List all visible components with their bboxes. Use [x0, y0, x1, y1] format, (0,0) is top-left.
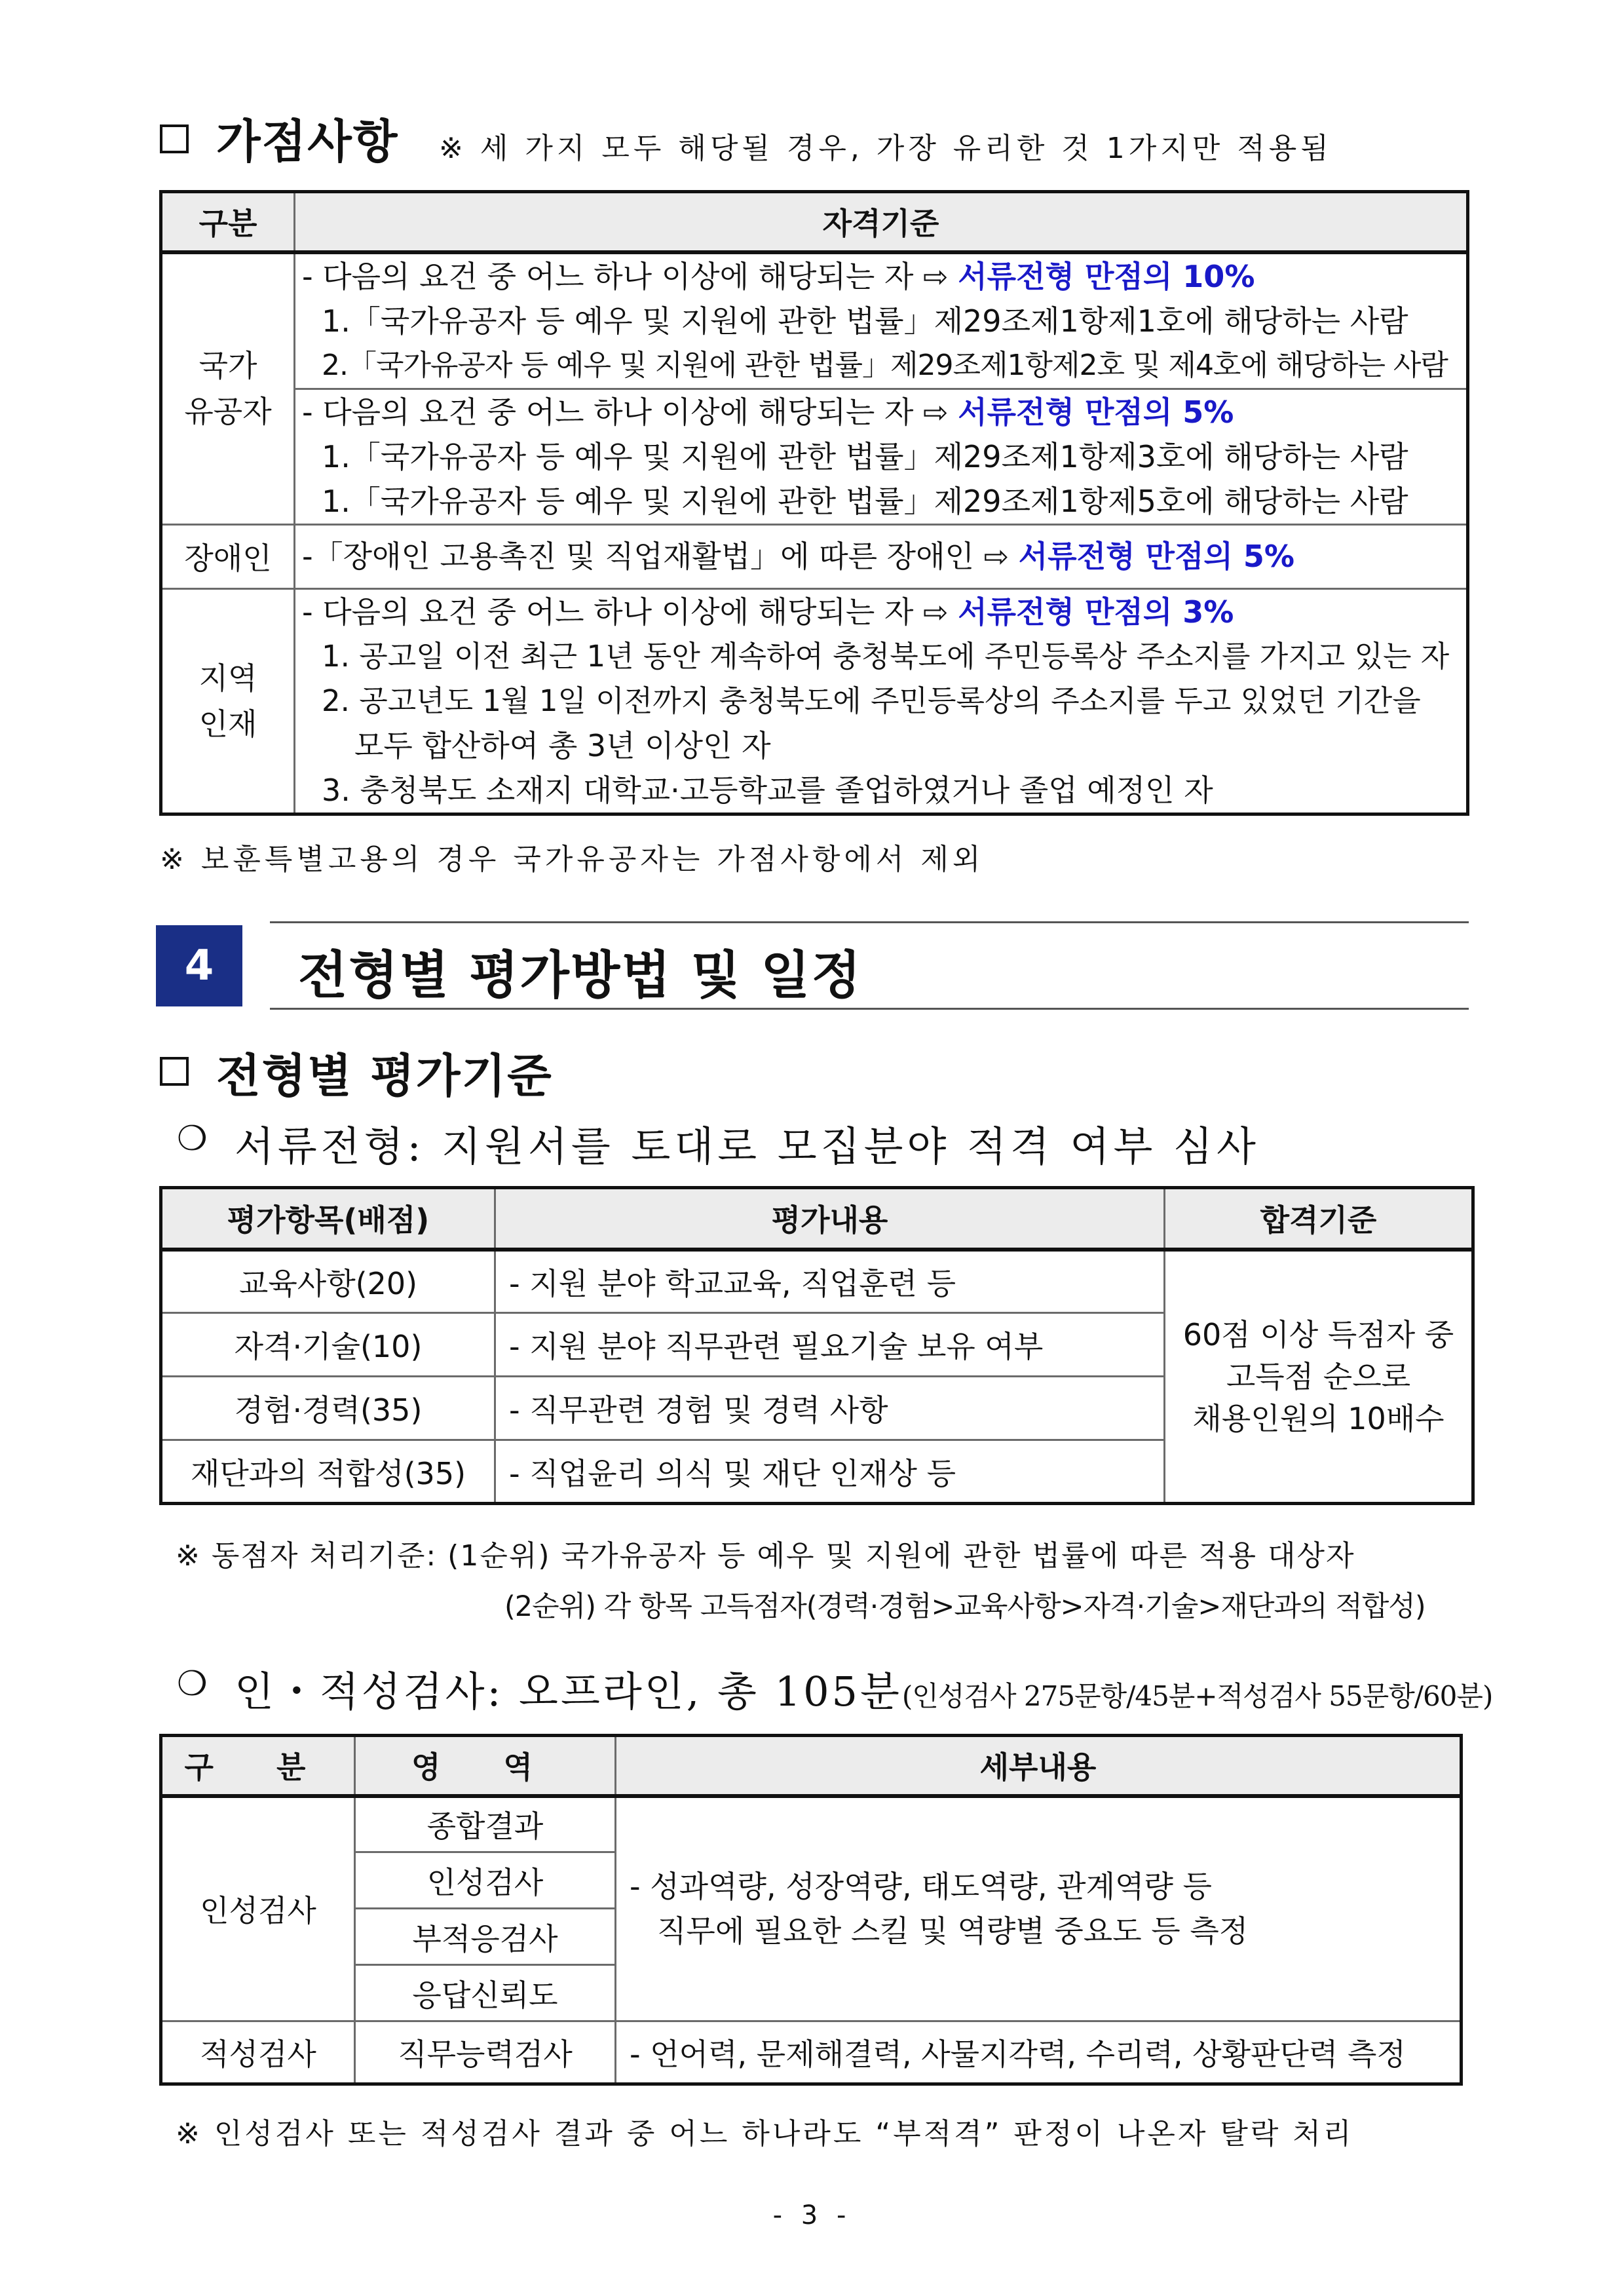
table-row-area: 인성검사: [355, 1852, 616, 1909]
apt-header-area: 영 역: [355, 1736, 616, 1796]
table-row-content: - 직업윤리 의식 및 재단 인재상 등: [495, 1440, 1165, 1504]
table-row-item: 교육사항(20): [161, 1250, 495, 1313]
bonus-note: ※ 세 가지 모두 해당될 경우, 가장 유리한 것 1가지만 적용됨: [439, 132, 1332, 165]
list-item: 1.「국가유공자 등 예우 및 지원에 관한 법률」제29조제1항제5호에 해당하는 사람: [322, 483, 1408, 519]
apt-header-detail: 세부내용: [616, 1736, 1462, 1796]
disabled-5pct: 서류전형 만점의 5%: [1018, 539, 1294, 574]
table-row-item: 경험·경력(35): [161, 1377, 495, 1440]
page-number: - 3 -: [772, 2200, 852, 2230]
disabled-label: 장애인: [161, 524, 295, 588]
checkbox-icon: [160, 1057, 189, 1086]
list-item: 1.「국가유공자 등 예우 및 지원에 관한 법률」제29조제1항제3호에 해당하는 사람: [322, 438, 1408, 474]
bonus-table: [159, 190, 1469, 816]
section-rule-bottom: [270, 1008, 1469, 1010]
table-row-content: - 지원 분야 직무관련 필요기술 보유 여부: [495, 1313, 1165, 1377]
apt-header-category: 구 분: [161, 1736, 355, 1796]
list-item: 1. 공고일 이전 최근 1년 동안 계속하여 충청북도에 주민등록상 주소지를 가지고 있는 자: [322, 638, 1450, 674]
circle-bullet-icon: ❍: [177, 1119, 208, 1158]
bonus-footnote: ※ 보훈특별고용의 경우 국가유공자는 가점사항에서 제외: [160, 843, 985, 876]
local-3pct: 서류전형 만점의 3%: [958, 594, 1234, 630]
pass-criteria: 60점 이상 득점자 중 고득점 순으로 채용인원의 10배수: [1165, 1250, 1473, 1504]
veteran-5pct: 서류전형 만점의 5%: [958, 394, 1234, 430]
fail-note: ※ 인성검사 또는 적성검사 결과 중 어느 하나라도 “부적격” 판정이 나온자 탈락 처리: [176, 2117, 1354, 2151]
table-row-content: - 지원 분야 학교교육, 직업훈련 등: [495, 1250, 1165, 1313]
section-rule-top: [270, 921, 1469, 923]
criteria-title: 전형별 평가기준: [216, 1049, 553, 1103]
table-row-area: 응답신뢰도: [355, 1965, 616, 2021]
aptitude-table: [159, 1734, 1463, 2086]
list-item: 모두 합산하여 총 3년 이상인 자: [354, 727, 771, 763]
aptitude-label: 적성검사: [161, 2021, 355, 2084]
table-row-area: 직무능력검사: [355, 2021, 616, 2084]
table-row-item: 자격·기술(10): [161, 1313, 495, 1377]
list-item: 2.「국가유공자 등 예우 및 지원에 관한 법률」제29조제1항제2호 및 제4호에 해당하는 사람: [322, 348, 1448, 382]
local-criteria: - 다음의 요건 중 어느 하나 이상에 해당되는 자 ⇨ 서류전형 만점의 3% 1. 공고일 이전 최근 1년 동안 계속하여 충청북도에 주민등록상 주소지를 가지고 있는 자 2. 공고년도 1월 1일 이전까지 충청북도에 주민등록상의 주소지를 두고 있었던 기간을 모두 합산하여 총 3년 이상인 자 3. 충청북도 소재지 대학교·고등학교를 졸업하였거나 졸업 예정인 자: [295, 588, 1468, 814]
list-item: 1.「국가유공자 등 예우 및 지원에 관한 법률」제29조제1항제1호에 해당하는 사람: [322, 303, 1408, 339]
aptitude-desc: 인・적성검사: 오프라인, 총 105분(인성검사 275문항/45분+적성검사 55문항/60분): [235, 1668, 1493, 1715]
aptitude-detail: - 언어력, 문제해결력, 사물지각력, 수리력, 상황판단력 측정: [616, 2021, 1462, 2084]
local-label: 지역 인재: [161, 588, 295, 814]
table-row-content: - 직무관련 경험 및 경력 사항: [495, 1377, 1165, 1440]
bonus-title: 가점사항: [216, 115, 399, 168]
veteran-label: 국가 유공자: [161, 252, 295, 525]
disabled-criteria: -「장애인 고용촉진 및 직업재활법」에 따른 장애인 ⇨ 서류전형 만점의 5%: [295, 524, 1468, 588]
list-item: 2. 공고년도 1월 1일 이전까지 충청북도에 주민등록상의 주소지를 두고 있었던 기간을: [322, 683, 1421, 718]
veteran-10pct: 서류전형 만점의 10%: [958, 258, 1255, 294]
bonus-header-criteria: 자격기준: [295, 192, 1468, 252]
table-row-area: 부적응검사: [355, 1909, 616, 1965]
tie-note-2: (2순위) 각 항목 고득점자(경력·경험>교육사항>자격·기술>재단과의 적합성): [504, 1590, 1426, 1623]
table-row-item: 재단과의 적합성(35): [161, 1440, 495, 1504]
bonus-header-category: 구분: [161, 192, 295, 252]
personality-label: 인성검사: [161, 1796, 355, 2021]
personality-detail: - 성과역량, 성장역량, 태도역량, 관계역량 등 직무에 필요한 스킬 및 역량별 중요도 등 측정: [616, 1796, 1462, 2021]
doc-screening-desc: 서류전형: 지원서를 토대로 모집분야 적격 여부 심사: [235, 1122, 1260, 1170]
veteran-group-1: - 다음의 요건 중 어느 하나 이상에 해당되는 자 ⇨ 서류전형 만점의 10% 1.「국가유공자 등 예우 및 지원에 관한 법률」제29조제1항제1호에 해당하는 사람 2.「국가유공자 등 예우 및 지원에 관한 법률」제29조제1항제2호 및 제4호에 해당하는 사람: [295, 252, 1468, 389]
doc-header-item: 평가항목(배점): [161, 1188, 495, 1250]
checkbox-icon: [160, 124, 189, 153]
doc-screening-table: [159, 1186, 1475, 1505]
list-item: 3. 충청북도 소재지 대학교·고등학교를 졸업하였거나 졸업 예정인 자: [322, 772, 1213, 808]
section-number-badge: 4: [156, 925, 242, 1006]
section-title: 전형별 평가방법 및 일정: [298, 946, 862, 1005]
circle-bullet-icon: ❍: [177, 1664, 208, 1704]
doc-header-content: 평가내용: [495, 1188, 1165, 1250]
doc-header-pass: 합격기준: [1165, 1188, 1473, 1250]
veteran-group-2: - 다음의 요건 중 어느 하나 이상에 해당되는 자 ⇨ 서류전형 만점의 5% 1.「국가유공자 등 예우 및 지원에 관한 법률」제29조제1항제3호에 해당하는 사람 1.「국가유공자 등 예우 및 지원에 관한 법률」제29조제1항제5호에 해당하는 사람: [295, 389, 1468, 524]
tie-note-1: ※ 동점자 처리기준: (1순위) 국가유공자 등 예우 및 지원에 관한 법률에 따른 적용 대상자: [176, 1539, 1355, 1573]
table-row-area: 종합결과: [355, 1796, 616, 1852]
